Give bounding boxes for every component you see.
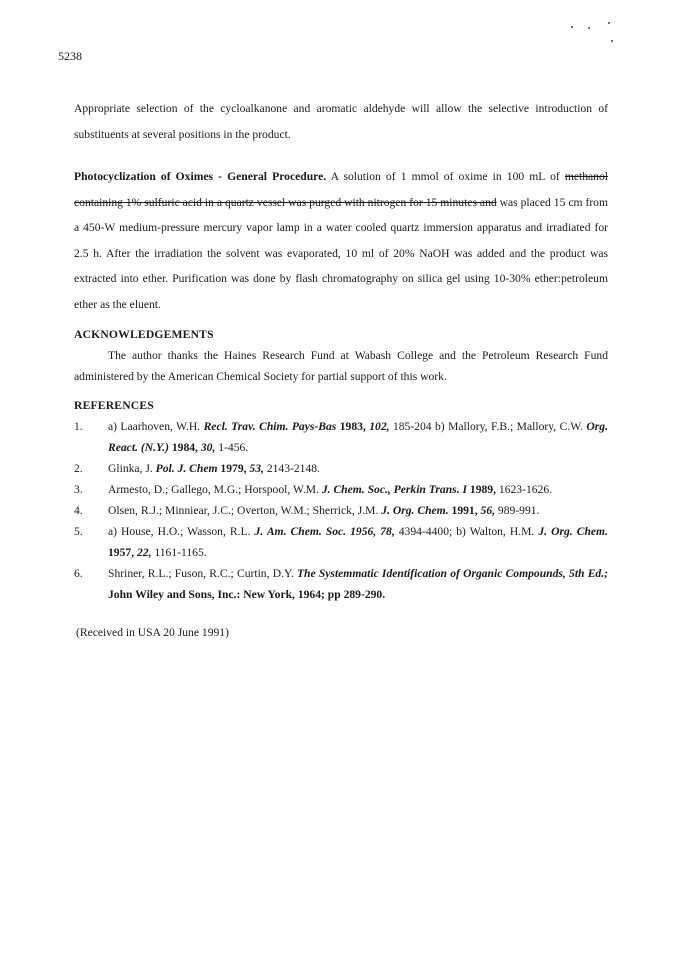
reference-text-part: 22, bbox=[137, 546, 152, 559]
reference-text-part: J. Chem. Soc., Perkin Trans. I bbox=[321, 483, 467, 496]
reference-text-part: Pol. J. Chem bbox=[155, 462, 218, 475]
reference-item bbox=[74, 479, 608, 500]
reference-text-part: Org. React. (N.Y.) bbox=[108, 420, 609, 454]
reference-text-part: 2143-2148. bbox=[263, 462, 320, 475]
reference-text-part: 56, bbox=[480, 504, 496, 517]
procedure-section bbox=[74, 164, 608, 317]
reference-list bbox=[74, 416, 608, 605]
reference-text-part: 185-204 b) Mallory, F.B.; Mallory, C.W. bbox=[389, 420, 587, 433]
scan-speck bbox=[611, 40, 613, 42]
reference-text-part: Recl. Trav. Chim. Pays-Bas bbox=[203, 420, 337, 433]
intro-paragraph-block bbox=[74, 96, 608, 148]
procedure-paragraph bbox=[74, 164, 608, 317]
reference-text-part: 4394-4400; b) Walton, H.M. bbox=[394, 525, 539, 538]
reference-text-part: 1983, bbox=[339, 420, 366, 433]
intro-paragraph: Appropriate selection of the cycloalkanone and aromatic aldehyde will allow the selective introduction of substituents at several positions in the product. bbox=[74, 102, 608, 141]
references-heading: REFERENCES bbox=[74, 399, 154, 412]
reference-text-part: J. Org. Chem. bbox=[381, 504, 449, 517]
reference-text-part: J. Am. Chem. Soc. bbox=[254, 525, 347, 538]
procedure-text-b: was placed 15 cm from a 450-W medium-pressure mercury vapor lamp in a water cooled quartz immersion apparatus and irradiated for 2.5 h. After the irradiation the solvent was evaporated, 10 ml of 20% NaOH was added and the product was extracted into ether. Purification was done by flash chromatography on silica gel using 10-30% ether:petroleum ether as the eluent. bbox=[74, 195, 608, 311]
reference-text-part: 1984, bbox=[171, 441, 198, 454]
reference-text-part: Olsen, R.J.; Minniear, J.C.; Overton, W.M.; Sherrick, J.M. bbox=[108, 504, 382, 517]
reference-text-part: John Wiley and Sons, Inc.: New York, 1964; pp 289-290. bbox=[108, 588, 386, 601]
reference-number: 6. bbox=[74, 567, 83, 580]
procedure-text-struck: methanol containing 1% sulfuric acid in a quartz vessel was purged with nitrogen for 15 minutes and bbox=[74, 170, 608, 209]
reference-text-part: a) Laarhoven, W.H. bbox=[108, 420, 204, 433]
reference-text-part: 1956, bbox=[350, 525, 377, 538]
reference-text-part: 1989, bbox=[469, 483, 496, 496]
reference-text-part: 30, bbox=[200, 441, 216, 454]
reference-number: 4. bbox=[74, 504, 83, 517]
reference-text-part: 78, bbox=[380, 525, 395, 538]
scan-speck bbox=[588, 27, 590, 29]
reference-text-part: Armesto, D.; Gallego, M.G.; Horspool, W.M. bbox=[108, 483, 322, 496]
procedure-text-a: A solution of 1 mmol of oxime in 100 mL of bbox=[326, 170, 565, 183]
reference-item bbox=[74, 563, 608, 605]
reference-text-part: 1-456. bbox=[215, 441, 249, 454]
received-date: (Received in USA 20 June 1991) bbox=[76, 626, 229, 639]
reference-text-part: 53, bbox=[249, 462, 264, 475]
reference-text-part: 1979, bbox=[220, 462, 247, 475]
procedure-heading: Photocyclization of Oximes - General Procedure. bbox=[74, 170, 327, 183]
reference-number: 1. bbox=[74, 420, 83, 433]
reference-text-part: 1623-1626. bbox=[496, 483, 553, 496]
reference-text-part: 102, bbox=[369, 420, 390, 433]
scan-speck bbox=[571, 26, 573, 28]
reference-text-part: 1991, bbox=[451, 504, 478, 517]
reference-text-part: The Systemmatic Identification of Organic Compounds, 5th Ed.; bbox=[296, 567, 608, 580]
reference-text-part: 1161-1165. bbox=[151, 546, 207, 559]
reference-text-part: 989-991. bbox=[495, 504, 540, 517]
reference-text-part: a) House, H.O.; Wasson, R.L. bbox=[108, 525, 255, 538]
reference-item bbox=[74, 500, 608, 521]
reference-number: 2. bbox=[74, 462, 83, 475]
scan-speck bbox=[608, 22, 610, 24]
references-section bbox=[74, 395, 608, 605]
reference-number: 5. bbox=[74, 525, 83, 538]
reference-item bbox=[74, 458, 608, 479]
reference-text-part: 1957, bbox=[108, 546, 135, 559]
acknowledgements-heading: ACKNOWLEDGEMENTS bbox=[74, 328, 214, 341]
reference-text-part: Shriner, R.L.; Fuson, R.C.; Curtin, D.Y. bbox=[108, 567, 297, 580]
reference-item bbox=[74, 521, 608, 563]
reference-number: 3. bbox=[74, 483, 83, 496]
acknowledgements-section bbox=[74, 324, 608, 387]
reference-text-part: Glinka, J. bbox=[108, 462, 156, 475]
reference-item bbox=[74, 416, 608, 458]
acknowledgements-text: The author thanks the Haines Research Fund at Wabash College and the Petroleum Research Fund administered by the American Chemical Society for partial support of this work. bbox=[74, 349, 608, 383]
reference-text-part: J. Org. Chem. bbox=[538, 525, 608, 538]
page-number: 5238 bbox=[58, 49, 82, 63]
